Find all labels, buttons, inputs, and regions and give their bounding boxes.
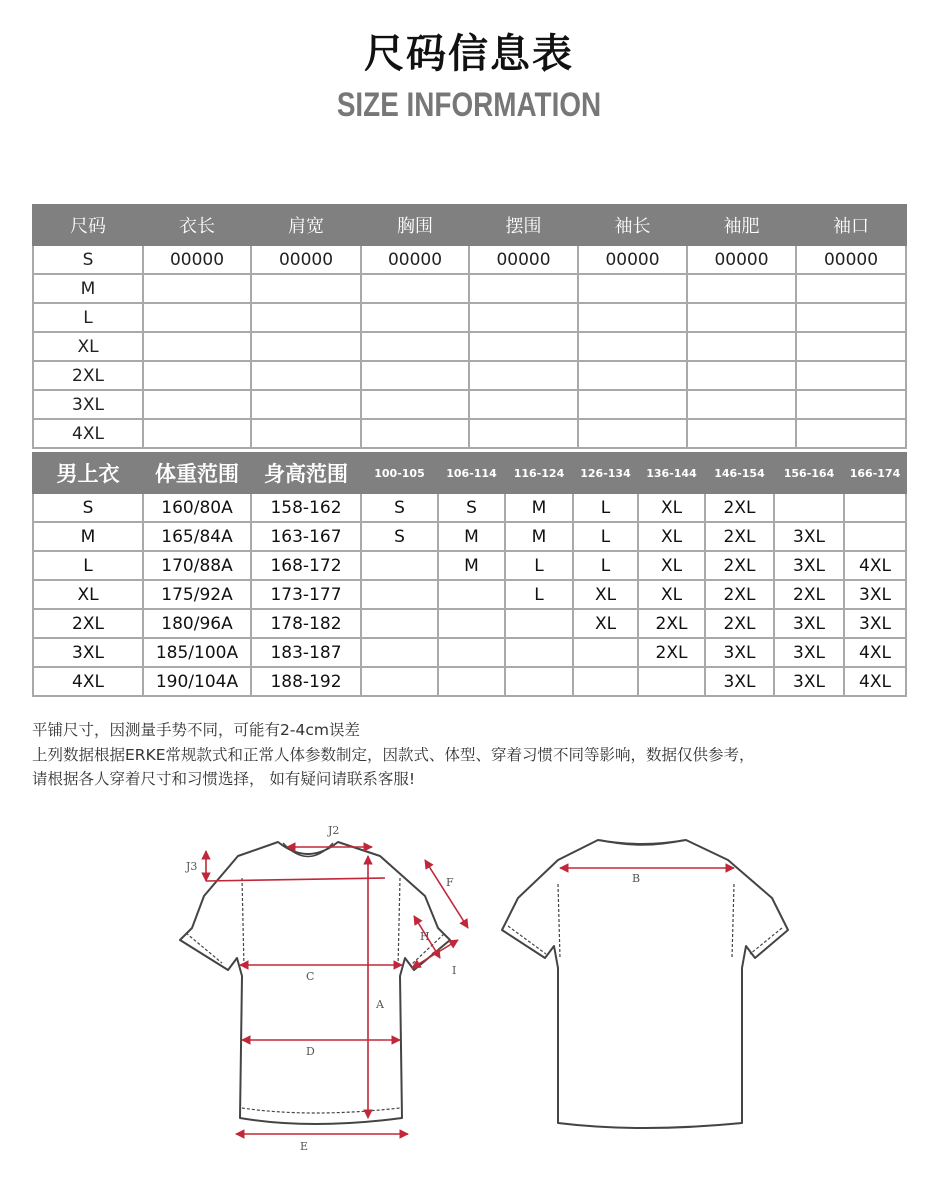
label-d: D	[306, 1045, 315, 1058]
table-cell	[796, 361, 906, 390]
table-cell: 00000	[251, 245, 361, 274]
table-cell: M	[505, 522, 573, 551]
table-cell	[638, 667, 705, 696]
column-header: 身高范围	[251, 453, 361, 493]
row-size-label: 4XL	[33, 667, 143, 696]
column-header: 136-144	[638, 453, 705, 493]
table-cell	[361, 609, 438, 638]
table-cell	[505, 609, 573, 638]
table-cell	[505, 667, 573, 696]
table-cell	[687, 332, 796, 361]
diagram-label-group	[185, 824, 640, 1153]
table-cell: XL	[573, 580, 638, 609]
table-cell: 2XL	[705, 522, 774, 551]
label-i: I	[452, 964, 457, 977]
column-header: 126-134	[573, 453, 638, 493]
table-cell	[844, 522, 906, 551]
table-cell	[143, 419, 251, 448]
table-cell	[796, 303, 906, 332]
fit-table-header	[33, 453, 906, 493]
table-cell	[143, 303, 251, 332]
table-cell: 3XL	[705, 638, 774, 667]
table-cell	[469, 361, 578, 390]
column-header: 100-105	[361, 453, 438, 493]
table-cell: 00000	[796, 245, 906, 274]
table-cell	[796, 390, 906, 419]
table-cell: 00000	[361, 245, 469, 274]
table-cell: 2XL	[705, 609, 774, 638]
column-header: 肩宽	[251, 205, 361, 245]
table-cell	[361, 419, 469, 448]
table-cell: 183-187	[251, 638, 361, 667]
table-cell	[573, 638, 638, 667]
label-j3: J3	[186, 860, 198, 873]
label-f: F	[446, 876, 454, 889]
row-size-label: M	[33, 274, 143, 303]
table-cell: 3XL	[844, 609, 906, 638]
column-header: 166-174	[844, 453, 906, 493]
table-cell	[578, 332, 687, 361]
fit-table-body	[33, 493, 906, 696]
table-cell: L	[573, 551, 638, 580]
table-row	[33, 361, 906, 390]
column-header: 衣长	[143, 205, 251, 245]
table-cell	[361, 667, 438, 696]
table-cell	[578, 361, 687, 390]
column-header: 袖长	[578, 205, 687, 245]
table-row	[33, 332, 906, 361]
table-cell: 168-172	[251, 551, 361, 580]
table-cell: XL	[638, 493, 705, 522]
table-cell: S	[361, 522, 438, 551]
table-cell: M	[438, 522, 505, 551]
table-cell	[505, 638, 573, 667]
table-cell	[361, 390, 469, 419]
table-cell: XL	[573, 609, 638, 638]
measurement-table-header	[33, 205, 906, 245]
table-cell	[687, 419, 796, 448]
table-cell: 170/88A	[143, 551, 251, 580]
row-size-label: XL	[33, 332, 143, 361]
measurement-table-body	[33, 245, 906, 448]
table-cell: 2XL	[774, 580, 844, 609]
table-cell	[687, 361, 796, 390]
table-cell: 00000	[469, 245, 578, 274]
column-header: 摆围	[469, 205, 578, 245]
table-cell	[361, 580, 438, 609]
note-line: 上列数据根据ERKE常规款式和正常人体参数制定，因款式、体型、穿着习惯不同等影响，数据仅供参考，	[32, 745, 755, 764]
table-cell: 2XL	[705, 551, 774, 580]
table-cell: XL	[638, 551, 705, 580]
table-row	[33, 551, 906, 580]
table-cell	[687, 390, 796, 419]
row-size-label: S	[33, 493, 143, 522]
table-row	[33, 390, 906, 419]
table-cell	[469, 303, 578, 332]
table-cell: 3XL	[774, 609, 844, 638]
table-cell: 175/92A	[143, 580, 251, 609]
table-cell: 00000	[687, 245, 796, 274]
table-cell: 4XL	[844, 551, 906, 580]
front-shirt-outline	[180, 842, 450, 1124]
table-cell	[438, 667, 505, 696]
table-cell: S	[438, 493, 505, 522]
table-cell: S	[361, 493, 438, 522]
table-cell	[143, 274, 251, 303]
table-cell	[687, 274, 796, 303]
row-size-label: M	[33, 522, 143, 551]
back-shirt-outline	[502, 840, 788, 1128]
table-cell	[844, 493, 906, 522]
table-cell	[573, 667, 638, 696]
table-cell: M	[505, 493, 573, 522]
table-cell: 3XL	[705, 667, 774, 696]
table-cell	[469, 332, 578, 361]
label-j2: J2	[328, 824, 340, 837]
table-cell	[438, 609, 505, 638]
table-cell	[796, 419, 906, 448]
row-size-label: 2XL	[33, 609, 143, 638]
table-cell	[251, 419, 361, 448]
table-cell	[469, 419, 578, 448]
row-size-label: 2XL	[33, 361, 143, 390]
table-cell: L	[573, 522, 638, 551]
table-cell	[796, 274, 906, 303]
table-cell: M	[438, 551, 505, 580]
table-cell	[251, 303, 361, 332]
table-row	[33, 667, 906, 696]
table-cell	[361, 303, 469, 332]
column-header: 尺码	[33, 205, 143, 245]
table-cell: 165/84A	[143, 522, 251, 551]
label-e: E	[300, 1140, 309, 1153]
table-row	[33, 580, 906, 609]
label-a: A	[376, 998, 384, 1011]
table-cell	[251, 390, 361, 419]
table-cell	[438, 580, 505, 609]
table-cell	[251, 274, 361, 303]
table-row	[33, 638, 906, 667]
column-header: 体重范围	[143, 453, 251, 493]
table-cell: 2XL	[638, 609, 705, 638]
table-cell: L	[505, 580, 573, 609]
table-cell: 2XL	[705, 493, 774, 522]
table-cell: 00000	[143, 245, 251, 274]
table-cell	[143, 390, 251, 419]
table-cell: L	[573, 493, 638, 522]
table-cell	[578, 274, 687, 303]
column-header: 156-164	[774, 453, 844, 493]
row-size-label: 4XL	[33, 419, 143, 448]
table-cell	[687, 303, 796, 332]
table-cell: L	[505, 551, 573, 580]
column-header: 116-124	[505, 453, 573, 493]
column-header: 106-114	[438, 453, 505, 493]
table-cell	[251, 332, 361, 361]
measurement-table	[32, 204, 907, 449]
row-size-label: L	[33, 551, 143, 580]
table-row	[33, 419, 906, 448]
table-cell: 173-177	[251, 580, 361, 609]
table-cell: 158-162	[251, 493, 361, 522]
table-cell	[361, 274, 469, 303]
table-cell: 3XL	[774, 522, 844, 551]
table-cell	[143, 332, 251, 361]
table-cell	[578, 419, 687, 448]
table-cell	[469, 274, 578, 303]
column-header: 146-154	[705, 453, 774, 493]
table-row	[33, 303, 906, 332]
table-cell: 2XL	[705, 580, 774, 609]
table-cell: XL	[638, 522, 705, 551]
table-cell	[578, 303, 687, 332]
table-cell: 190/104A	[143, 667, 251, 696]
table-cell: 188-192	[251, 667, 361, 696]
column-header: 男上衣	[33, 453, 143, 493]
column-header: 袖肥	[687, 205, 796, 245]
table-row	[33, 522, 906, 551]
row-size-label: S	[33, 245, 143, 274]
column-header: 胸围	[361, 205, 469, 245]
table-cell	[361, 638, 438, 667]
table-cell: 160/80A	[143, 493, 251, 522]
table-row	[33, 609, 906, 638]
note-line: 平铺尺寸，因测量手势不同，可能有2-4cm误差	[32, 721, 360, 739]
table-cell: 00000	[578, 245, 687, 274]
label-b: B	[632, 872, 641, 885]
page-subtitle: SIZE INFORMATION	[336, 86, 602, 124]
column-header: 袖口	[796, 205, 906, 245]
table-cell	[438, 638, 505, 667]
table-cell: 3XL	[844, 580, 906, 609]
table-row	[33, 493, 906, 522]
table-cell	[361, 361, 469, 390]
table-cell	[774, 493, 844, 522]
table-cell: 3XL	[774, 667, 844, 696]
table-cell: 4XL	[844, 638, 906, 667]
table-cell	[143, 361, 251, 390]
table-cell	[796, 332, 906, 361]
measurement-lines	[206, 847, 468, 1134]
row-size-label: XL	[33, 580, 143, 609]
table-cell	[361, 551, 438, 580]
row-size-label: 3XL	[33, 390, 143, 419]
table-cell: 3XL	[774, 638, 844, 667]
table-cell: 3XL	[774, 551, 844, 580]
row-size-label: 3XL	[33, 638, 143, 667]
fit-table	[32, 452, 907, 697]
table-cell: 180/96A	[143, 609, 251, 638]
table-cell: XL	[638, 580, 705, 609]
tshirt-measurement-diagram	[150, 818, 810, 1153]
size-notes	[32, 718, 912, 792]
table-cell: 178-182	[251, 609, 361, 638]
table-cell	[251, 361, 361, 390]
table-cell: 2XL	[638, 638, 705, 667]
table-row	[33, 245, 906, 274]
note-line: 请根据各人穿着尺寸和习惯选择， 如有疑问请联系客服!	[32, 770, 416, 788]
table-cell	[361, 332, 469, 361]
table-cell: 163-167	[251, 522, 361, 551]
table-cell	[469, 390, 578, 419]
row-size-label: L	[33, 303, 143, 332]
page-title: 尺码信息表	[364, 31, 574, 77]
label-c: C	[306, 970, 315, 983]
label-h: H	[420, 930, 430, 943]
table-cell: 4XL	[844, 667, 906, 696]
table-cell: 185/100A	[143, 638, 251, 667]
table-row	[33, 274, 906, 303]
table-cell	[578, 390, 687, 419]
